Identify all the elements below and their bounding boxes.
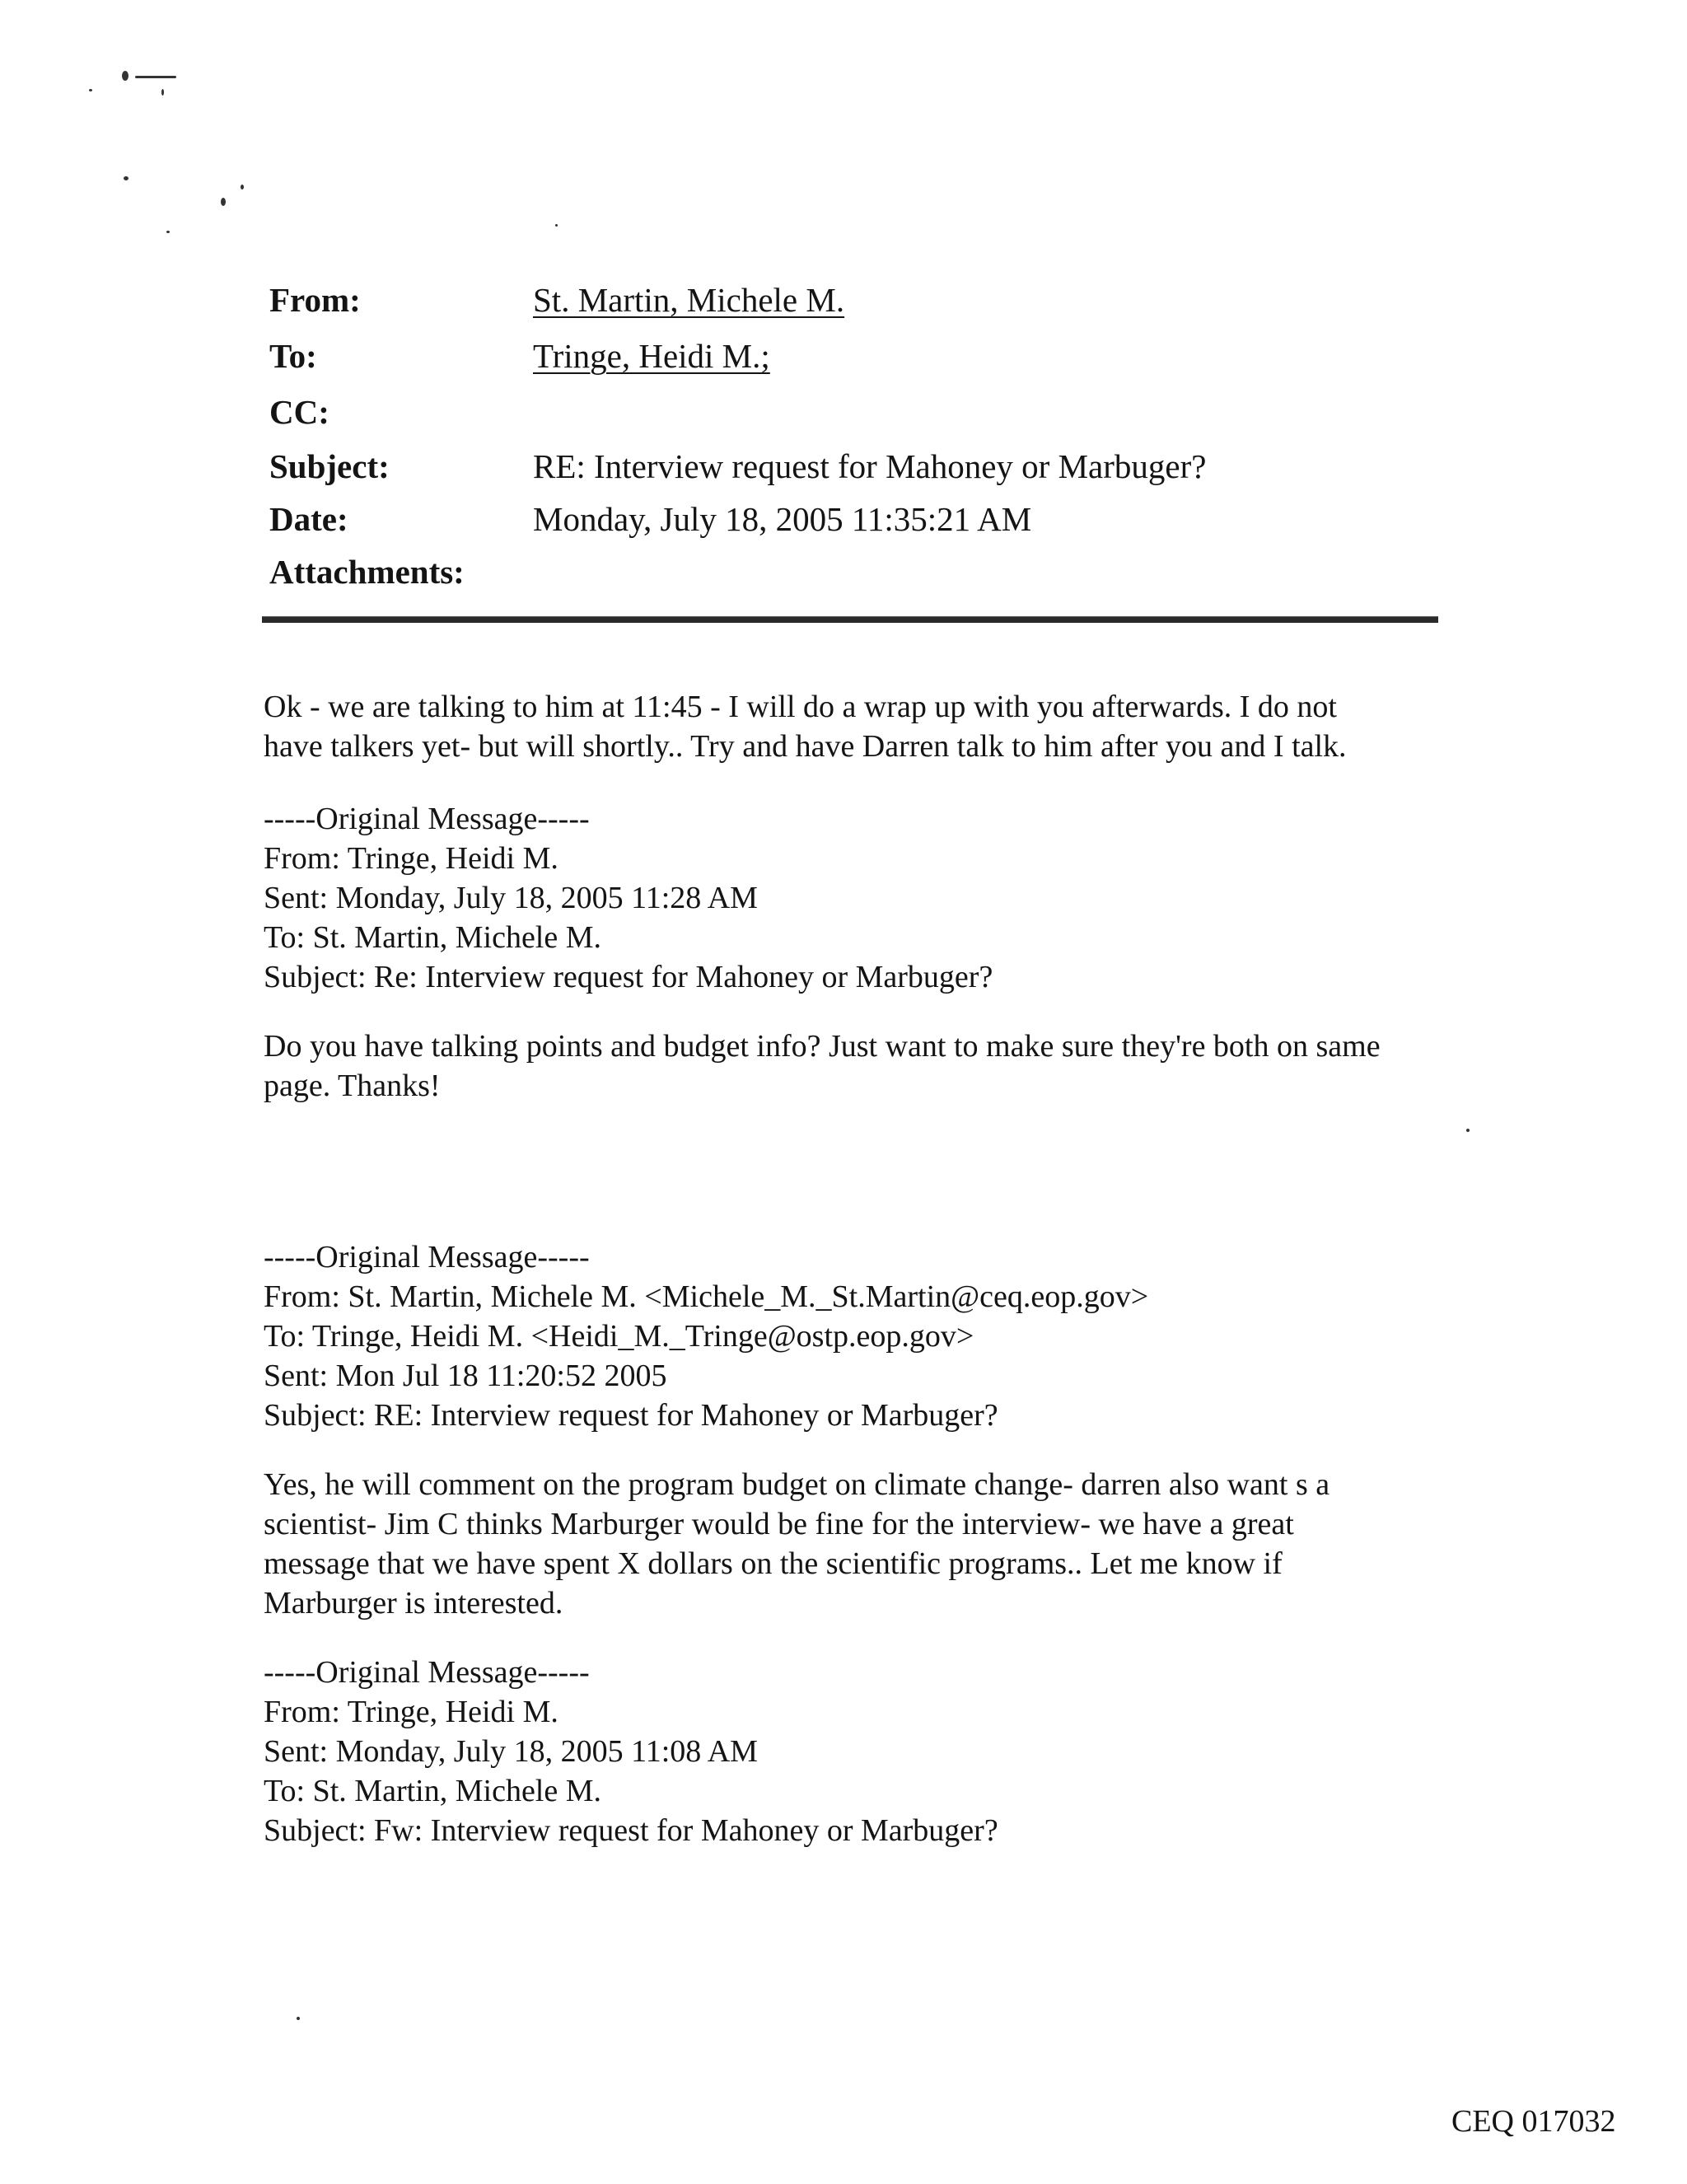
msg3-subject: Subject: Fw: Interview request for Mahoney or Marbuger? <box>264 1813 998 1848</box>
msg2-body-line: Marburger is interested. <box>264 1586 563 1620</box>
msg2-body-line: message that we have spent X dollars on the scientific programs.. Let me know if <box>264 1546 1283 1581</box>
msg3-from: From: Tringe, Heidi M. <box>264 1695 558 1729</box>
scan-mark <box>89 89 92 91</box>
scan-mark <box>166 231 170 233</box>
scan-mark <box>124 176 129 180</box>
msg1-body-line: page. Thanks! <box>264 1069 441 1103</box>
msg3-to: To: St. Martin, Michele M. <box>264 1774 602 1808</box>
msg2-subject: Subject: RE: Interview request for Mahoney or Marbuger? <box>264 1398 998 1433</box>
scan-mark <box>241 185 244 189</box>
msg2-body-line: Yes, he will comment on the program budget on climate change- darren also want s a <box>264 1467 1330 1502</box>
scan-mark <box>161 89 164 96</box>
subject-label: Subject: <box>269 447 390 485</box>
msg1-subject: Subject: Re: Interview request for Mahoney or Marbuger? <box>264 960 993 994</box>
msg1-sent: Sent: Monday, July 18, 2005 11:28 AM <box>264 881 758 915</box>
subject-value: RE: Interview request for Mahoney or Marbuger? <box>533 447 1207 485</box>
original-message-separator: -----Original Message----- <box>264 1655 590 1690</box>
msg3-sent: Sent: Monday, July 18, 2005 11:08 AM <box>264 1734 758 1769</box>
msg1-to: To: St. Martin, Michele M. <box>264 920 602 955</box>
reply-line: have talkers yet- but will shortly.. Try and have Darren talk to him after you and I talk. <box>264 729 1347 764</box>
scan-mark <box>1466 1129 1470 1132</box>
scan-mark <box>122 71 129 81</box>
date-value: Monday, July 18, 2005 11:35:21 AM <box>533 500 1032 538</box>
scan-mark <box>221 198 226 206</box>
scan-mark <box>555 224 558 227</box>
to-value: Tringe, Heidi M.; <box>533 337 770 375</box>
attachments-label: Attachments: <box>269 553 465 591</box>
scan-mark <box>297 2017 300 2020</box>
from-value: St. Martin, Michele M. <box>533 281 845 319</box>
msg1-body-line: Do you have talking points and budget info? Just want to make sure they're both on same <box>264 1029 1381 1064</box>
to-label: To: <box>269 337 317 375</box>
original-message-separator: -----Original Message----- <box>264 802 590 836</box>
from-label: From: <box>269 281 361 319</box>
reply-line: Ok - we are talking to him at 11:45 - I will do a wrap up with you afterwards. I do not <box>264 690 1337 724</box>
msg2-sent: Sent: Mon Jul 18 11:20:52 2005 <box>264 1359 667 1393</box>
msg2-to: To: Tringe, Heidi M. <Heidi_M._Tringe@ostp.eop.gov> <box>264 1319 974 1354</box>
header-divider <box>262 616 1438 623</box>
msg2-from: From: St. Martin, Michele M. <Michele_M._St.Martin@ceq.eop.gov> <box>264 1279 1149 1314</box>
msg1-from: From: Tringe, Heidi M. <box>264 841 558 876</box>
bates-number: CEQ 017032 <box>1451 2104 1616 2139</box>
original-message-separator: -----Original Message----- <box>264 1240 590 1274</box>
msg2-body-line: scientist- Jim C thinks Marburger would be fine for the interview- we have a great <box>264 1507 1294 1541</box>
scan-mark <box>135 76 176 78</box>
cc-label: CC: <box>269 393 329 431</box>
date-label: Date: <box>269 500 348 538</box>
